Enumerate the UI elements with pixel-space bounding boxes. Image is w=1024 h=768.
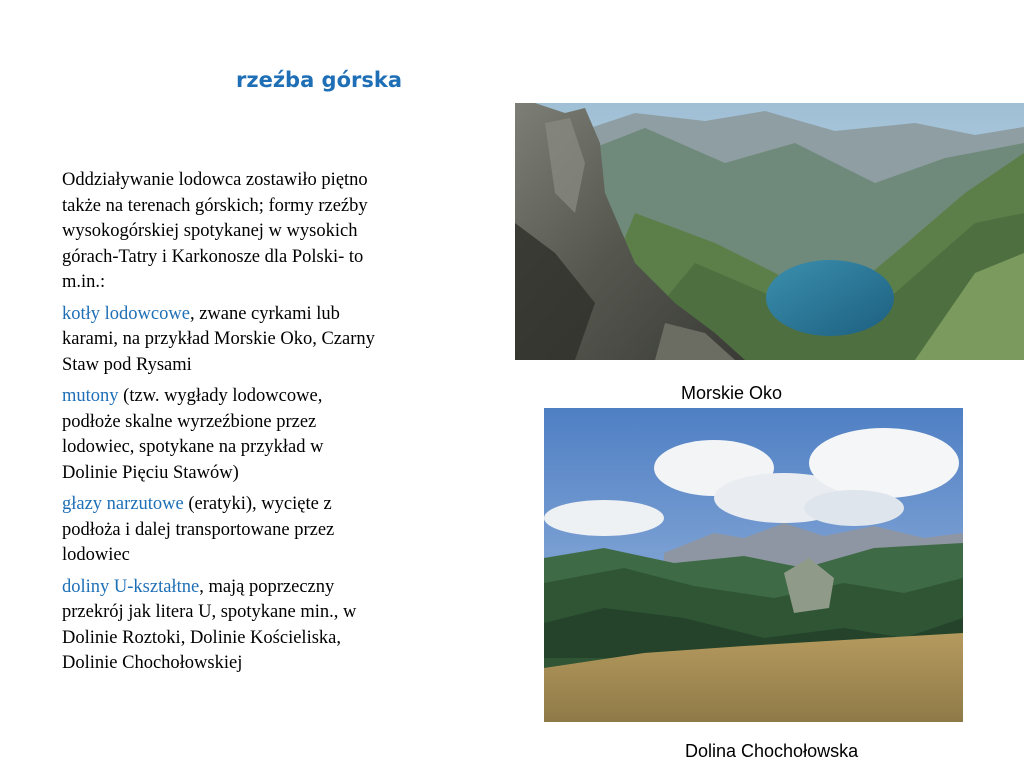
item-glazy-desc: (eratyki), wycięte z podłoża i dalej transportowane przez lodowiec	[62, 494, 335, 565]
caption-morskie-oko: Morskie Oko	[681, 383, 783, 403]
term-glazy-narzutowe: głazy narzutowe	[62, 494, 184, 514]
body-text	[62, 168, 382, 683]
item-mutony	[62, 384, 382, 486]
term-mutony: mutony	[62, 386, 119, 406]
photo-morskie-oko	[515, 103, 1024, 360]
intro-paragraph: Oddziaływanie lodowca zostawiło piętno także na terenach górskich; formy rzeźby wysokogórskiej spotykanej w wysokich górach-Tatry i Karkonosze dla Polski- to m.in.:	[62, 170, 368, 292]
item-mutony-desc: (tzw. wygłady lodowcowe, podłoże skalne wyrzeźbione przez lodowiec, spotykane na przykład w Dolinie Pięciu Stawów)	[62, 386, 324, 483]
item-kotly-desc: , zwane cyrkami lub karami, na przykład Morskie Oko, Czarny Staw pod Rysami	[62, 303, 375, 375]
term-kotly-lodowcowe: kotły lodowcowe	[62, 303, 190, 324]
item-kotly	[62, 302, 382, 379]
caption-dolina-chocholowska: Dolina Chochołowska	[685, 741, 859, 761]
item-glazy	[62, 492, 382, 569]
slide-title: rzeźba górska	[236, 68, 403, 92]
item-doliny	[62, 575, 382, 677]
term-doliny-u-ksztaltne: doliny U-kształtne	[62, 576, 200, 597]
photo-dolina-chocholowska	[544, 408, 963, 722]
item-doliny-desc: , mają poprzeczny przekrój jak litera U, spotykane min., w Dolinie Roztoki, Dolinie Kościeliska, Dolinie Chochołowskiej	[62, 576, 357, 673]
